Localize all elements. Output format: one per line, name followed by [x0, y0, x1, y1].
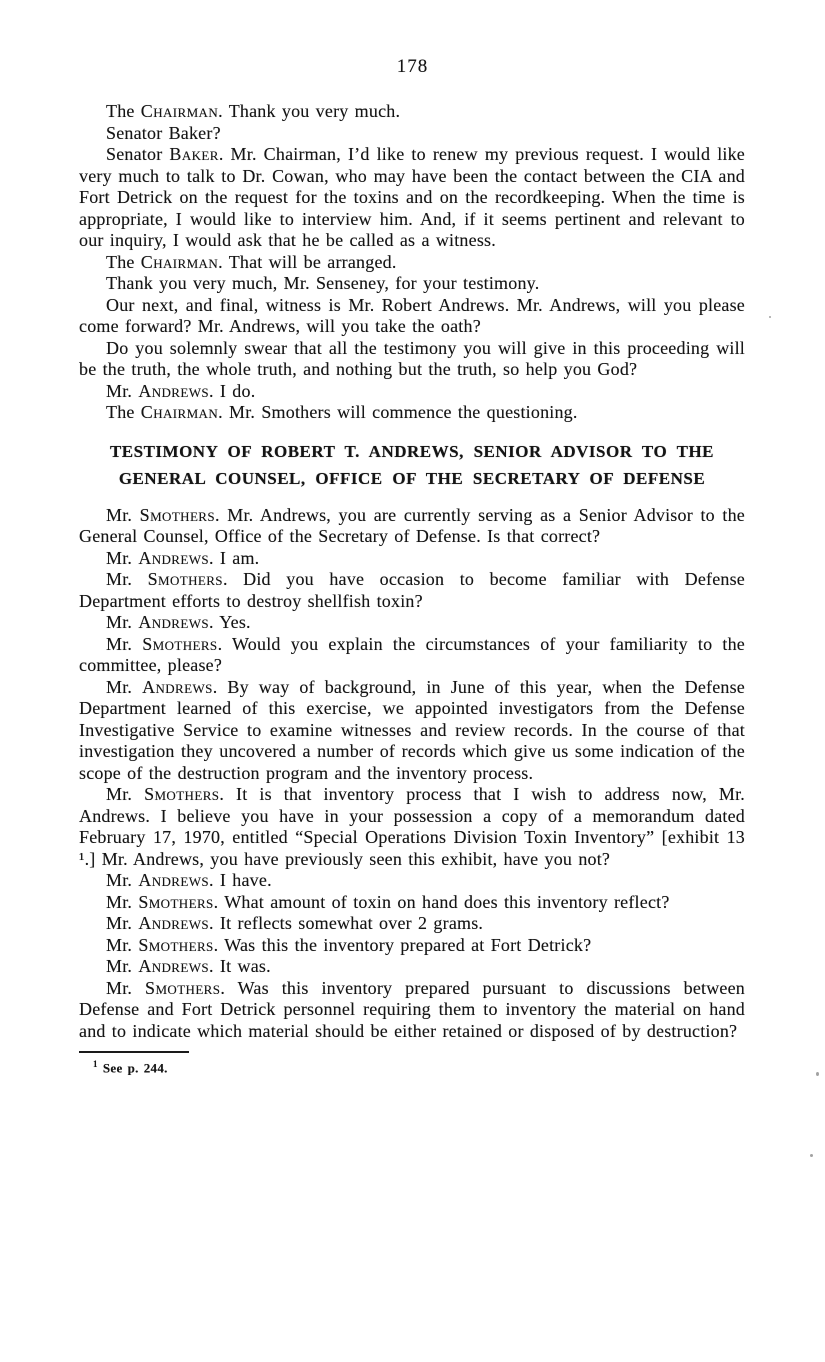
paragraph-text: . I have.	[209, 870, 272, 890]
speaker-prefix: Mr.	[106, 891, 139, 912]
speaker-name: Smothers	[145, 977, 221, 998]
speaker-name: Andrews	[138, 956, 209, 976]
transcript-paragraph	[79, 123, 745, 145]
page-number: 178	[396, 56, 429, 77]
speaker-prefix: Mr.	[106, 380, 139, 401]
transcript-paragraph	[79, 784, 745, 870]
speaker-name: Andrews	[142, 676, 213, 697]
paragraph-text: Our next, and final, witness is Mr. Robert Andrews. Mr. Andrews, will you please come forward? Mr. Andrews, will you take the oath?	[79, 294, 745, 336]
transcript-paragraph	[79, 956, 745, 978]
speaker-name: Smothers	[142, 633, 218, 654]
transcript-paragraph	[79, 978, 745, 1043]
speaker-prefix: Mr.	[106, 547, 139, 568]
speaker-prefix: Senator	[106, 144, 170, 164]
speaker-name: Andrews	[138, 870, 209, 890]
paragraph-text: . Mr. Chairman, I’d like to renew my previous request. I would like very much to talk to Dr. Cowan, who may have been the contact between the CIA and Fort Detrick on the request for the toxins and on the recordkeeping. When the time is appropriate, I would like to interview him. And, if it seems pertinent and relevant to our inquiry, I would ask that he be called as a witness.	[79, 144, 746, 250]
transcript-section-post-heading	[79, 505, 745, 1043]
paragraph-text: . It reflects somewhat over 2 grams.	[209, 913, 484, 933]
speaker-name: Smothers	[147, 569, 223, 589]
transcript-paragraph	[79, 935, 745, 957]
transcript-paragraph	[79, 569, 745, 612]
speaker-prefix: The	[106, 101, 141, 121]
footnote	[79, 1051, 745, 1076]
footnote-marker: 1	[93, 1059, 98, 1069]
speaker-prefix: Mr.	[106, 870, 139, 890]
speaker-prefix: Mr.	[106, 612, 139, 632]
paragraph-text: . Yes.	[209, 612, 251, 632]
paragraph-text: . Was this inventory prepared pursuant to discussions between Defense and Fort Detrick personnel requiring them to inventory the material on hand and to indicate which material should be either retained or disposed of by destruction?	[79, 977, 745, 1041]
paragraph-text: . By way of background, in June of this year, when the Defense Department learned of this exercise, we appointed investigators from the Defense Investigative Service to examine witnesses and review records. In the course of that investigation they uncovered a number of records which give us some indication of the scope of the destruction program and the inventory process.	[79, 676, 745, 783]
speaker-name: Smothers	[144, 784, 220, 804]
transcript-paragraph	[79, 612, 745, 634]
transcript-paragraph	[79, 548, 745, 570]
speaker-prefix: Mr.	[106, 977, 146, 998]
speaker-name: Chairman	[140, 251, 219, 272]
paragraph-text: . Mr. Andrews, you are currently serving as a Senior Advisor to the General Counsel, Office of the Secretary of Defense. Is that correct?	[79, 504, 745, 546]
transcript-paragraph	[79, 892, 745, 914]
speaker-prefix: Mr.	[106, 676, 143, 697]
transcript-paragraph	[79, 144, 745, 252]
testimony-heading-line2: GENERAL COUNSEL, OFFICE OF THE SECRETARY OF DEFENSE	[118, 468, 706, 488]
transcript-paragraph	[79, 295, 745, 338]
paragraph-text: . Would you explain the circumstances of your familiarity to the committee, please?	[79, 633, 745, 675]
speaker-prefix: Mr.	[106, 569, 148, 589]
speaker-name: Baker	[169, 144, 219, 164]
speaker-prefix: Mr.	[106, 956, 139, 976]
speaker-name: Andrews	[138, 380, 209, 401]
transcript-paragraph	[79, 505, 745, 548]
paragraph-text: . I am.	[209, 547, 260, 568]
paragraph-text: Thank you very much, Mr. Senseney, for your testimony.	[106, 273, 540, 293]
paragraph-text: . Thank you very much.	[218, 101, 401, 121]
transcript-section-pre-heading	[79, 101, 745, 424]
speaker-name: Andrews	[138, 612, 209, 632]
speaker-prefix: The	[106, 402, 141, 422]
transcript-paragraph	[79, 338, 745, 381]
paragraph-text: . Did you have occasion to become familiar with Defense Department efforts to destroy shellfish toxin?	[79, 569, 745, 611]
speaker-name: Chairman	[140, 101, 219, 121]
speaker-prefix: Mr.	[106, 913, 139, 933]
paragraph-text: . Mr. Smothers will commence the questioning.	[218, 402, 578, 422]
scan-speck	[810, 1154, 813, 1157]
paragraph-text: . That will be arranged.	[218, 251, 397, 272]
speaker-prefix: Mr.	[106, 784, 145, 804]
transcript-paragraph	[79, 402, 745, 424]
paragraph-text: Senator Baker?	[106, 122, 221, 143]
paragraph-text: . Was this the inventory prepared at Fort Detrick?	[213, 934, 592, 955]
speaker-name: Smothers	[138, 934, 214, 955]
scan-speck	[816, 1072, 819, 1076]
footnote-reference: See p. 244.	[102, 1060, 168, 1076]
footnote-text	[79, 1056, 745, 1076]
speaker-prefix: Mr.	[106, 934, 139, 955]
transcript-paragraph	[79, 677, 745, 785]
speaker-name: Andrews	[138, 913, 209, 933]
paragraph-text: Do you solemnly swear that all the testimony you will give in this proceeding will be the truth, the whole truth, and nothing but the truth, so help you God?	[79, 337, 745, 379]
transcript-paragraph	[79, 634, 745, 677]
paragraph-text: . What amount of toxin on hand does this inventory reflect?	[213, 891, 670, 912]
transcript-paragraph	[79, 252, 745, 274]
paragraph-text: . It was.	[209, 956, 271, 976]
speaker-prefix: Mr.	[106, 633, 143, 654]
transcript-paragraph	[79, 870, 745, 892]
transcript-paragraph	[79, 913, 745, 935]
transcript-paragraph	[79, 273, 745, 295]
testimony-heading-line1: TESTIMONY OF ROBERT T. ANDREWS, SENIOR ADVISOR TO THE	[109, 441, 715, 461]
footnote-rule	[79, 1051, 189, 1053]
transcript-paragraph	[79, 101, 745, 123]
speaker-name: Smothers	[138, 891, 214, 912]
speaker-name: Chairman	[140, 402, 219, 422]
paragraph-text: . I do.	[209, 380, 256, 401]
scan-speck	[769, 316, 771, 318]
transcript-paragraph	[79, 381, 745, 403]
paragraph-text: . It is that inventory process that I wish to address now, Mr. Andrews. I believe you have in your possession a copy of a memorandum dated February 17, 1970, entitled “Special Operations Division Toxin Inventory” [exhibit 13 ¹.] Mr. Andrews, you have previously seen this exhibit, have you not?	[79, 784, 746, 869]
transcript	[79, 101, 745, 1076]
speaker-prefix: Mr.	[106, 504, 140, 525]
testimony-heading	[79, 438, 745, 492]
speaker-name: Smothers	[139, 504, 215, 525]
speaker-prefix: The	[106, 251, 141, 272]
speaker-name: Andrews	[138, 547, 209, 568]
